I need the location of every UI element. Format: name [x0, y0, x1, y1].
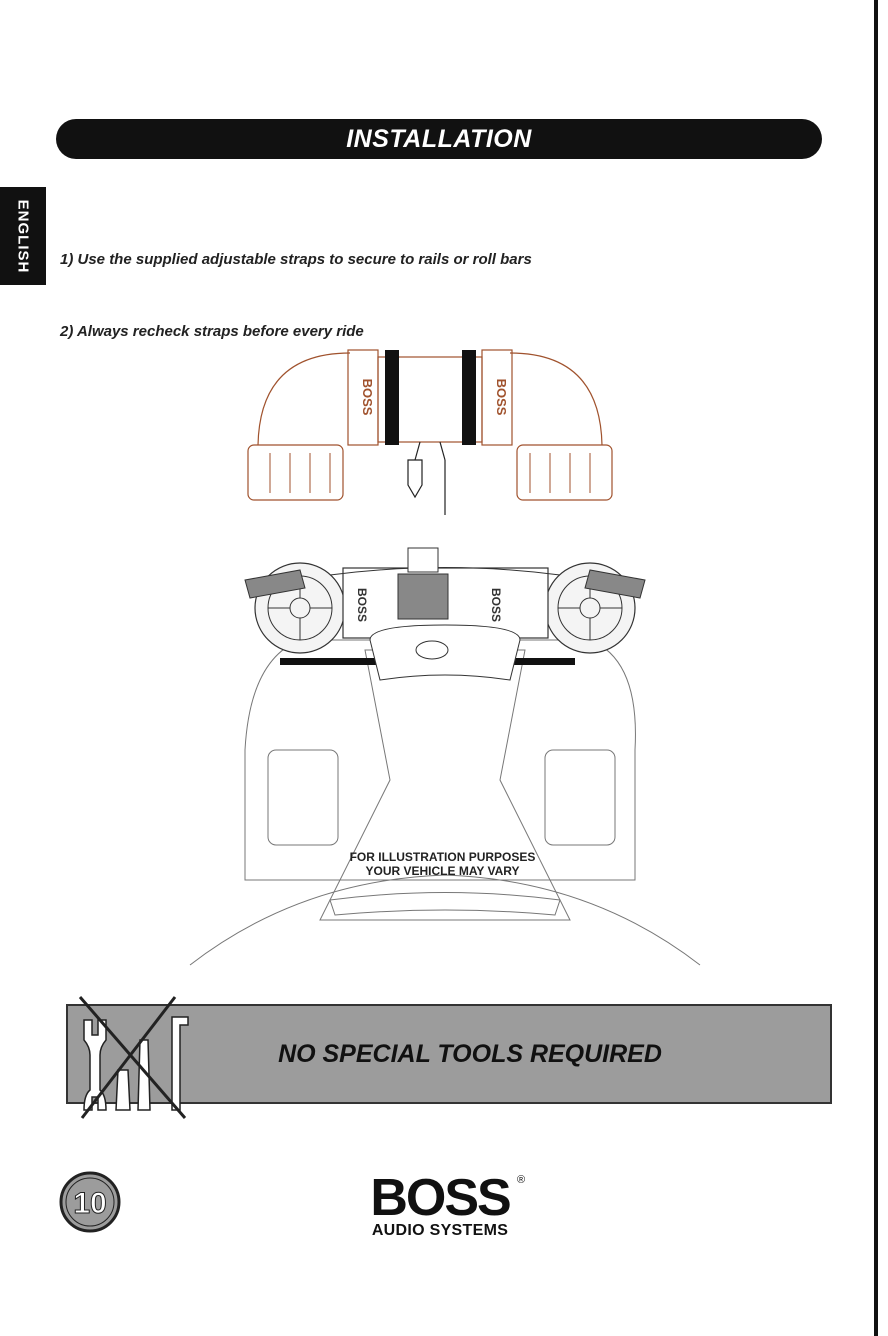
- logo-subtitle: AUDIO SYSTEMS: [371, 1222, 509, 1239]
- registered-mark: ®: [517, 1174, 526, 1186]
- disclaimer-line-2: YOUR VEHICLE MAY VARY: [365, 864, 520, 878]
- disclaimer-line-1: FOR ILLUSTRATION PURPOSES: [349, 850, 536, 864]
- svg-text:BOSS: BOSS: [360, 378, 375, 416]
- page-number-badge: [58, 1170, 122, 1234]
- svg-text:BOSS: BOSS: [355, 587, 369, 623]
- page-number: 10: [73, 1187, 107, 1220]
- section-title-bar: [56, 119, 822, 159]
- svg-text:BOSS: BOSS: [489, 587, 503, 623]
- language-label: ENGLISH: [14, 199, 32, 273]
- svg-text:BOSS: BOSS: [494, 378, 509, 416]
- no-tools-label: NO SPECIAL TOOLS REQUIRED: [278, 1040, 662, 1068]
- crossed-tools-icon: [70, 995, 195, 1120]
- step-2-text: 2) Always recheck straps before every ride: [60, 323, 364, 340]
- logo-mark: BOSS: [370, 1169, 510, 1227]
- vehicle-mount-illustration: [180, 540, 710, 970]
- illustration-disclaimer: [300, 850, 585, 878]
- page-edge-rule: [874, 0, 878, 1336]
- page-title: INSTALLATION: [346, 124, 532, 153]
- language-tab: [0, 187, 46, 285]
- speaker-bar-illustration: [240, 345, 620, 520]
- step-1-text: 1) Use the supplied adjustable straps to secure to rails or roll bars: [60, 251, 532, 268]
